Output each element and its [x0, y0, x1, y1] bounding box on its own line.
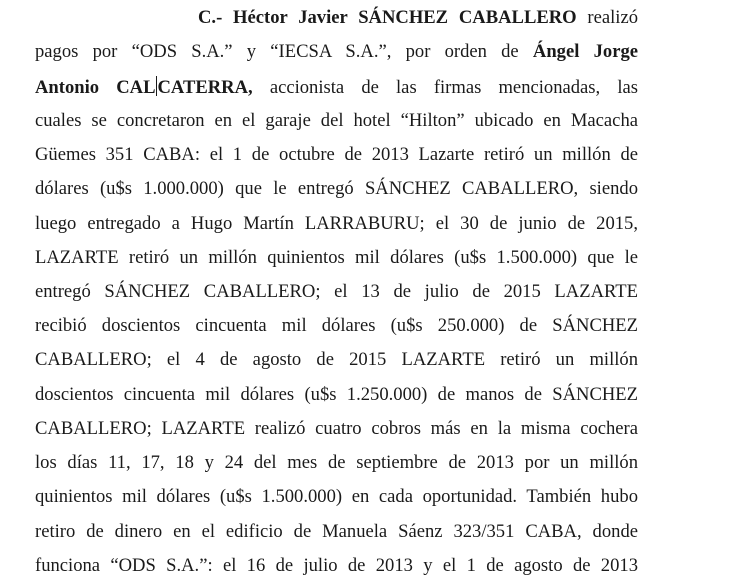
bold-name: Antonio CAL — [35, 77, 156, 98]
line-text: dólares (u$s 1.000.000) que le entregó SÁNCHEZ CABALLERO, siendo — [35, 178, 638, 199]
line-text: retiro de dinero en el edificio de Manuela Sáenz 323/351 CABA, donde — [35, 521, 638, 542]
line-text: LAZARTE retiró un millón quinientos mil dólares (u$s 1.500.000) que le — [35, 247, 638, 268]
paragraph-line — [198, 7, 638, 29]
line-text: Güemes 351 CABA: el 1 de octubre de 2013 Lazarte retiró un millón de — [35, 144, 638, 165]
paragraph-line — [35, 144, 638, 166]
paragraph-line — [35, 452, 638, 474]
paragraph-line — [35, 213, 638, 235]
line-text: pagos por “ODS S.A.” y “IECSA S.A.”, por orden de — [35, 41, 533, 62]
paragraph-line — [35, 110, 638, 132]
paragraph-line — [35, 521, 638, 543]
line-text: luego entregado a Hugo Martín LARRABURU; el 30 de junio de 2015, — [35, 213, 638, 234]
line-text: los días 11, 17, 18 y 24 del mes de septiembre de 2013 por un millón — [35, 452, 638, 473]
line-text: CABALLERO; el 4 de agosto de 2015 LAZARTE retiró un millón — [35, 349, 638, 370]
line-text: CABALLERO; LAZARTE realizó cuatro cobros más en la misma cochera — [35, 418, 638, 439]
line-text: accionista de las firmas mencionadas, las — [252, 77, 638, 98]
line-text: cuales se concretaron en el garaje del hotel “Hilton” ubicado en Macacha — [35, 110, 638, 131]
paragraph-line — [35, 178, 638, 200]
paragraph-line — [35, 76, 638, 99]
line-text: quinientos mil dólares (u$s 1.500.000) en cada oportunidad. También hubo — [35, 486, 638, 507]
paragraph-line — [35, 315, 638, 337]
paragraph-line — [35, 41, 638, 63]
paragraph-line — [35, 555, 638, 577]
paragraph-line — [35, 349, 638, 371]
paragraph-line — [35, 247, 638, 269]
bold-name: C.- Héctor Javier SÁNCHEZ CABALLERO — [198, 7, 577, 28]
line-text: funciona “ODS S.A.”: el 16 de julio de 2013 y el 1 de agosto de 2013 — [35, 555, 638, 576]
paragraph-line — [35, 281, 638, 303]
paragraph-line — [35, 384, 638, 406]
paragraph-line — [35, 486, 638, 508]
paragraph-line — [35, 418, 638, 440]
line-text: doscientos cincuenta mil dólares (u$s 1.250.000) de manos de SÁNCHEZ — [35, 384, 638, 405]
line-text: realizó — [576, 7, 638, 28]
bold-name: Ángel Jorge — [532, 41, 638, 62]
line-text: recibió doscientos cincuenta mil dólares (u$s 250.000) de SÁNCHEZ — [35, 315, 638, 336]
line-text: entregó SÁNCHEZ CABALLERO; el 13 de julio de 2015 LAZARTE — [35, 281, 638, 302]
bold-name: CATERRA, — [157, 77, 253, 98]
